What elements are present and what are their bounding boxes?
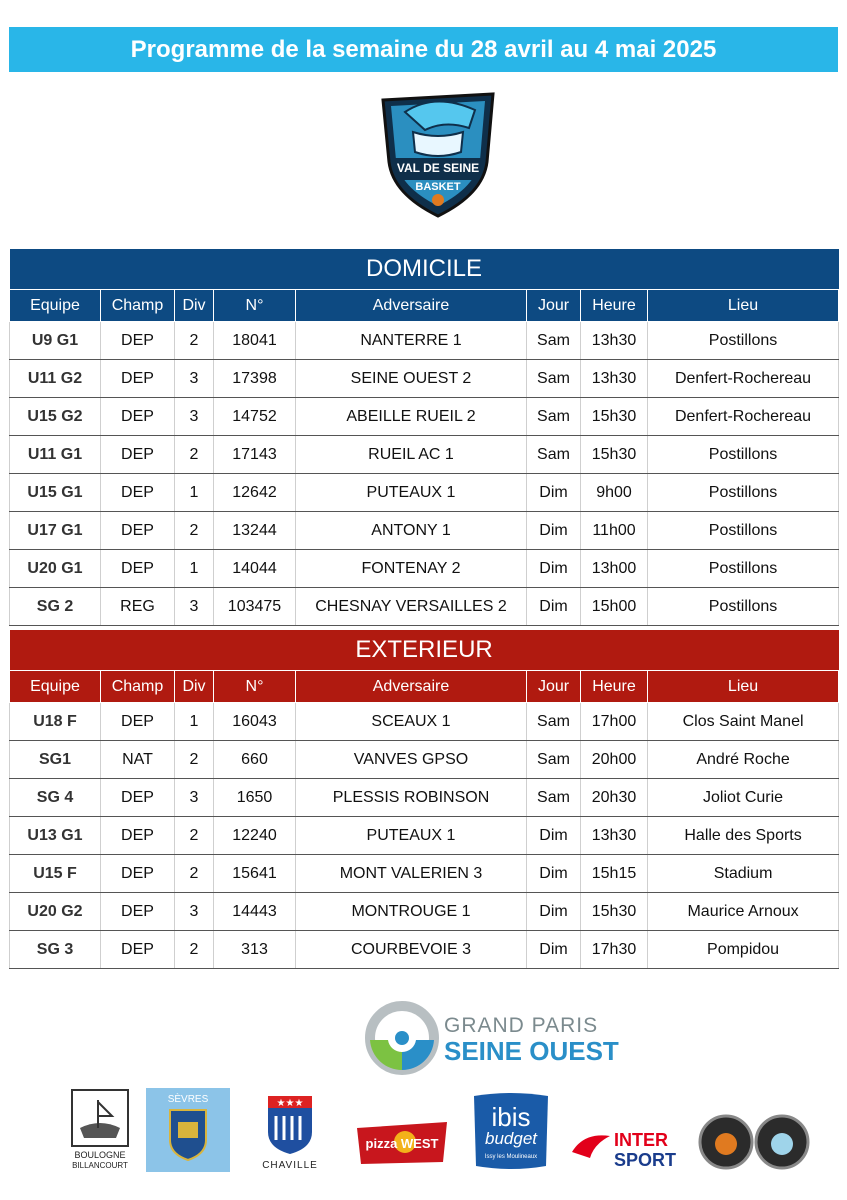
table-cell: SCEAUX 1 xyxy=(296,703,527,741)
table-cell: Dim xyxy=(527,931,581,969)
table-cell: SG 2 xyxy=(10,588,101,626)
table-row xyxy=(10,588,839,626)
table-cell: 13h30 xyxy=(581,817,648,855)
column-headers xyxy=(10,290,839,322)
table-cell: Dim xyxy=(527,512,581,550)
intersport-logo xyxy=(570,1126,682,1170)
table-cell: 1 xyxy=(175,550,214,588)
table-cell: Sam xyxy=(527,322,581,360)
table-cell: 15641 xyxy=(214,855,296,893)
column-header: Equipe xyxy=(10,671,101,703)
column-header: Div xyxy=(175,290,214,322)
gpso-line2: SEINE OUEST xyxy=(444,1036,619,1066)
table-cell: Postillons xyxy=(648,588,839,626)
table-cell: REG xyxy=(101,588,175,626)
club-logo xyxy=(365,82,511,222)
table-cell: DEP xyxy=(101,398,175,436)
table-row xyxy=(10,398,839,436)
table-cell: SG 4 xyxy=(10,779,101,817)
table-cell: U15 G2 xyxy=(10,398,101,436)
table-cell: NANTERRE 1 xyxy=(296,322,527,360)
column-header: Champ xyxy=(101,290,175,322)
table-cell: DEP xyxy=(101,512,175,550)
table-cell: 17h00 xyxy=(581,703,648,741)
boulogne-logo xyxy=(68,1088,132,1172)
table-cell: ANTONY 1 xyxy=(296,512,527,550)
ibis-line1: ibis xyxy=(491,1102,531,1132)
table-cell: Postillons xyxy=(648,512,839,550)
table-cell: Pompidou xyxy=(648,931,839,969)
table-cell: DEP xyxy=(101,893,175,931)
table-cell: 2 xyxy=(175,322,214,360)
intersport-line2: SPORT xyxy=(614,1150,677,1170)
table-cell: Postillons xyxy=(648,436,839,474)
table-row xyxy=(10,474,839,512)
table-cell: Denfert-Rochereau xyxy=(648,360,839,398)
ibis-budget-logo xyxy=(470,1090,552,1172)
table-cell: FONTENAY 2 xyxy=(296,550,527,588)
table-cell: Sam xyxy=(527,703,581,741)
pizza-west-logo xyxy=(355,1118,449,1168)
table-cell: 17398 xyxy=(214,360,296,398)
table-cell: U18 F xyxy=(10,703,101,741)
table-cell: Maurice Arnoux xyxy=(648,893,839,931)
table-cell: DEP xyxy=(101,703,175,741)
table-cell: 9h00 xyxy=(581,474,648,512)
table-row xyxy=(10,322,839,360)
table-cell: André Roche xyxy=(648,741,839,779)
table-cell: VANVES GPSO xyxy=(296,741,527,779)
table-cell: 1650 xyxy=(214,779,296,817)
table-cell: 15h15 xyxy=(581,855,648,893)
table-cell: 17h30 xyxy=(581,931,648,969)
table-cell: 13h30 xyxy=(581,322,648,360)
column-header: Adversaire xyxy=(296,290,527,322)
table-cell: 2 xyxy=(175,512,214,550)
table-cell: DEP xyxy=(101,779,175,817)
sevres-logo xyxy=(146,1088,230,1172)
table-cell: Denfert-Rochereau xyxy=(648,398,839,436)
table-cell: Dim xyxy=(527,817,581,855)
title-banner xyxy=(9,27,838,72)
table-cell: 14443 xyxy=(214,893,296,931)
boulogne-line2: BILLANCOURT xyxy=(72,1161,128,1170)
table-cell: 15h30 xyxy=(581,893,648,931)
page-title: Programme de la semaine du 28 avril au 4 mai 2025 xyxy=(130,35,717,63)
table-cell: RUEIL AC 1 xyxy=(296,436,527,474)
table-cell: U11 G2 xyxy=(10,360,101,398)
table-cell: Clos Saint Manel xyxy=(648,703,839,741)
table-cell: 2 xyxy=(175,931,214,969)
column-header: Equipe xyxy=(10,290,101,322)
table-cell: Dim xyxy=(527,893,581,931)
table-cell: 15h00 xyxy=(581,588,648,626)
table-cell: PUTEAUX 1 xyxy=(296,474,527,512)
table-cell: ABEILLE RUEIL 2 xyxy=(296,398,527,436)
table-cell: DEP xyxy=(101,360,175,398)
table-cell: 20h00 xyxy=(581,741,648,779)
partner-badges xyxy=(698,1112,812,1172)
table-cell: SG1 xyxy=(10,741,101,779)
table-cell: U15 G1 xyxy=(10,474,101,512)
table-cell: 12642 xyxy=(214,474,296,512)
table-cell: Dim xyxy=(527,588,581,626)
table-cell: 14752 xyxy=(214,398,296,436)
table-cell: 2 xyxy=(175,741,214,779)
table-row xyxy=(10,436,839,474)
ibis-line2: budget xyxy=(485,1129,537,1148)
column-header: Heure xyxy=(581,671,648,703)
table-cell: Postillons xyxy=(648,322,839,360)
table-cell: 3 xyxy=(175,893,214,931)
column-header: Heure xyxy=(581,290,648,322)
gpso-line1: GRAND PARIS xyxy=(444,1014,599,1037)
column-header: Jour xyxy=(527,290,581,322)
table-cell: 2 xyxy=(175,436,214,474)
intersport-line1: INTER xyxy=(614,1130,668,1150)
table-cell: 11h00 xyxy=(581,512,648,550)
table-cell: U20 G2 xyxy=(10,893,101,931)
column-header: Div xyxy=(175,671,214,703)
table-row xyxy=(10,817,839,855)
table-row xyxy=(10,779,839,817)
column-headers xyxy=(10,671,839,703)
table-cell: 16043 xyxy=(214,703,296,741)
table-cell: U9 G1 xyxy=(10,322,101,360)
table-cell: DEP xyxy=(101,855,175,893)
table-cell: 17143 xyxy=(214,436,296,474)
table-cell: DEP xyxy=(101,550,175,588)
table-cell: DEP xyxy=(101,931,175,969)
table-cell: 1 xyxy=(175,474,214,512)
table-cell: Joliot Curie xyxy=(648,779,839,817)
column-header: Adversaire xyxy=(296,671,527,703)
table-cell: U20 G1 xyxy=(10,550,101,588)
table-cell: DEP xyxy=(101,474,175,512)
table-cell: U13 G1 xyxy=(10,817,101,855)
table-cell: Sam xyxy=(527,360,581,398)
exterieur-heading: EXTERIEUR xyxy=(10,630,839,671)
ibis-line3: Issy les Moulineaux xyxy=(484,1154,538,1160)
gpso-logo xyxy=(362,1000,619,1076)
table-cell: Sam xyxy=(527,741,581,779)
club-logo-line1: VAL DE SEINE xyxy=(396,161,480,175)
table-row xyxy=(10,893,839,931)
table-cell: 2 xyxy=(175,855,214,893)
table-cell: PLESSIS ROBINSON xyxy=(296,779,527,817)
boulogne-line1: BOULOGNE xyxy=(74,1150,126,1160)
table-cell: Postillons xyxy=(648,474,839,512)
table-row xyxy=(10,703,839,741)
column-header: Lieu xyxy=(648,671,839,703)
table-cell: 3 xyxy=(175,398,214,436)
club-logo-line2: BASKET xyxy=(415,181,461,193)
table-cell: CHESNAY VERSAILLES 2 xyxy=(296,588,527,626)
table-cell: DEP xyxy=(101,436,175,474)
table-cell: MONT VALERIEN 3 xyxy=(296,855,527,893)
domicile-heading: DOMICILE xyxy=(10,249,839,290)
sevres-label: SÈVRES xyxy=(167,1094,209,1105)
table-cell: 2 xyxy=(175,817,214,855)
pizza-west-label: pizza WEST xyxy=(365,1136,439,1151)
column-header: Jour xyxy=(527,671,581,703)
table-row xyxy=(10,931,839,969)
table-cell: SG 3 xyxy=(10,931,101,969)
table-cell: 15h30 xyxy=(581,398,648,436)
exterieur-table xyxy=(9,630,839,969)
table-cell: Postillons xyxy=(648,550,839,588)
table-cell: U11 G1 xyxy=(10,436,101,474)
table-cell: 660 xyxy=(214,741,296,779)
table-cell: Dim xyxy=(527,550,581,588)
table-cell: MONTROUGE 1 xyxy=(296,893,527,931)
chaville-logo xyxy=(254,1092,326,1172)
domicile-table xyxy=(9,249,839,626)
table-cell: 13h00 xyxy=(581,550,648,588)
table-cell: 13244 xyxy=(214,512,296,550)
table-row xyxy=(10,741,839,779)
table-cell: 1 xyxy=(175,703,214,741)
table-cell: DEP xyxy=(101,817,175,855)
table-cell: 14044 xyxy=(214,550,296,588)
table-row xyxy=(10,855,839,893)
table-cell: Dim xyxy=(527,855,581,893)
table-cell: NAT xyxy=(101,741,175,779)
table-cell: Halle des Sports xyxy=(648,817,839,855)
table-row xyxy=(10,360,839,398)
table-cell: 12240 xyxy=(214,817,296,855)
column-header: N° xyxy=(214,290,296,322)
table-cell: 15h30 xyxy=(581,436,648,474)
table-cell: U15 F xyxy=(10,855,101,893)
table-cell: Sam xyxy=(527,779,581,817)
column-header: Champ xyxy=(101,671,175,703)
table-cell: 20h30 xyxy=(581,779,648,817)
table-cell: Dim xyxy=(527,474,581,512)
table-cell: U17 G1 xyxy=(10,512,101,550)
table-cell: 18041 xyxy=(214,322,296,360)
table-cell: PUTEAUX 1 xyxy=(296,817,527,855)
chaville-label: CHAVILLE xyxy=(262,1160,318,1171)
table-cell: Sam xyxy=(527,398,581,436)
table-cell: 313 xyxy=(214,931,296,969)
table-row xyxy=(10,550,839,588)
table-cell: 3 xyxy=(175,588,214,626)
column-header: Lieu xyxy=(648,290,839,322)
table-cell: 3 xyxy=(175,779,214,817)
table-row xyxy=(10,512,839,550)
table-cell: SEINE OUEST 2 xyxy=(296,360,527,398)
table-cell: 103475 xyxy=(214,588,296,626)
svg-text:★★★: ★★★ xyxy=(276,1098,304,1109)
table-cell: Sam xyxy=(527,436,581,474)
table-cell: COURBEVOIE 3 xyxy=(296,931,527,969)
table-cell: 3 xyxy=(175,360,214,398)
table-cell: DEP xyxy=(101,322,175,360)
table-cell: 13h30 xyxy=(581,360,648,398)
column-header: N° xyxy=(214,671,296,703)
table-cell: Stadium xyxy=(648,855,839,893)
